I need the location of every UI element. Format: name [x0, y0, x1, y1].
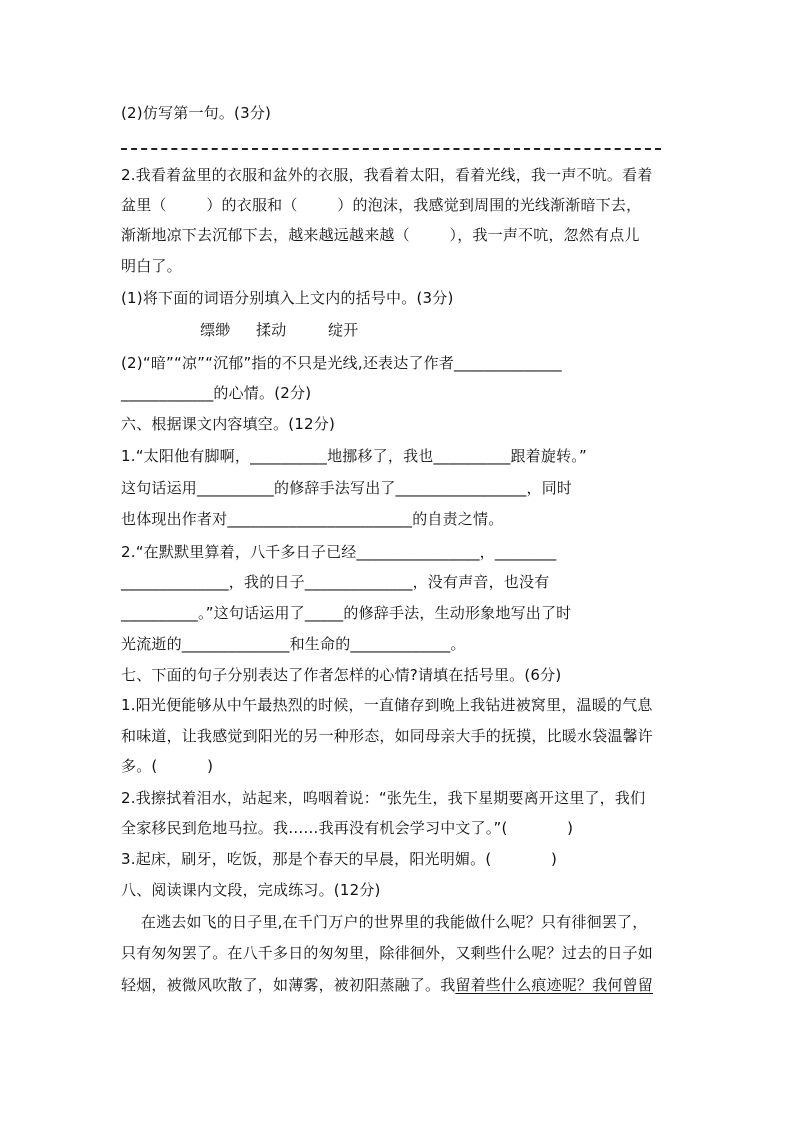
q2-sub2b-line-1: (2)“暗”“凉”“沉郁”指的不只是光线,还表达了作者______________: [121, 354, 562, 372]
section-6-title: 六、根据课文内容填空。(12分): [121, 415, 335, 433]
q2-para-line-4: 明白了。: [121, 257, 182, 275]
sec8-para-line-2: 只有匆匆罢了。在八千多日的匆匆里，除徘徊外，又剩些什么呢？过去的日子如: [121, 944, 654, 962]
sec6-q2-line-1: 2.“在默默里算着，八千多日子已经________________，________: [121, 543, 557, 561]
q2-para-line-3: 渐渐地凉下去沉郁下去，越来越远越来越（ ），我一声不吭，忽然有点儿: [121, 226, 640, 244]
sec6-q2-line-4: 光流逝的______________和生命的_____________。: [121, 635, 466, 653]
sec8-para-line-3: [121, 973, 653, 997]
q2-sub2-heading: (2)仿写第一句。(3分): [121, 104, 272, 122]
sec7-q1-line-2: 和味道，让我感觉到阳光的另一种形态，如同母亲大手的抚摸，比暖水袋温馨许: [121, 727, 654, 745]
q2-sub2b-line-2: ____________的心情。(2分): [121, 384, 312, 402]
q2-para-line-1: 2.我看着盆里的衣服和盆外的衣服，我看着太阳，看着光线，我一声不吭。看着: [121, 166, 653, 184]
sec7-q1-line-1: 1.阳光便能够从中午最热烈的时候，一直储存到晚上我钻进被窝里，温暖的气息: [121, 696, 653, 714]
sec6-q1-line-2: 这句话运用__________的修辞手法写出了_________________，同时: [121, 479, 573, 497]
answer-blank-line[interactable]: [121, 148, 661, 150]
sec8-para-line-3-text: 轻烟，被微风吹散了，如薄雾，被初阳蒸融了。我: [121, 976, 456, 994]
sec6-q1-line-1: 1.“太阳他有脚啊，__________地挪移了，我也__________跟着旋转。”: [121, 447, 587, 465]
q2-para-line-2: 盆里（ ）的衣服和（ ）的泡沫，我感觉到周围的光线渐渐暗下去，: [121, 196, 642, 214]
section-7-title: 七、下面的句子分别表达了作者怎样的心情?请填在括号里。(6分): [121, 666, 562, 684]
sec7-q3: 3.起床，刷牙，吃饭，那是个春天的早晨，阳光明媚。( ): [121, 850, 558, 868]
sec6-q2-line-2: ______________，我的日子______________，没有声音，也没有: [121, 573, 550, 591]
word-option-1: 缥缈: [200, 321, 231, 339]
sec6-q1-line-3: 也体现出作者对________________________的自责之情。: [121, 510, 504, 528]
q2-sub1: (1)将下面的词语分别填入上文内的括号中。(3分): [121, 289, 454, 307]
word-option-3: 绽开: [328, 321, 359, 339]
sec6-q2-line-3: __________。”这句话运用了_____的修辞手法，生动形象地写出了时: [121, 604, 572, 622]
sec7-q2-line-1: 2.我擦拭着泪水，站起来，呜咽着说：“张先生，我下星期要离开这里了，我们: [121, 789, 646, 807]
section-8-title: 八、阅读课内文段，完成练习。(12分): [121, 881, 381, 899]
sec8-para-line-1: 在逃去如飞的日子里,在千门万户的世界里的我能做什么呢？只有徘徊罢了，: [121, 913, 648, 931]
sec7-q2-line-2: 全家移民到危地马拉。我……我再没有机会学习中文了。”( ): [121, 819, 574, 837]
sec7-q1-line-3: 多。( ): [121, 757, 214, 775]
word-option-2: 揉动: [256, 321, 287, 339]
sec8-underlined-text: 留着些什么痕迹呢？我何曾留: [455, 976, 654, 994]
